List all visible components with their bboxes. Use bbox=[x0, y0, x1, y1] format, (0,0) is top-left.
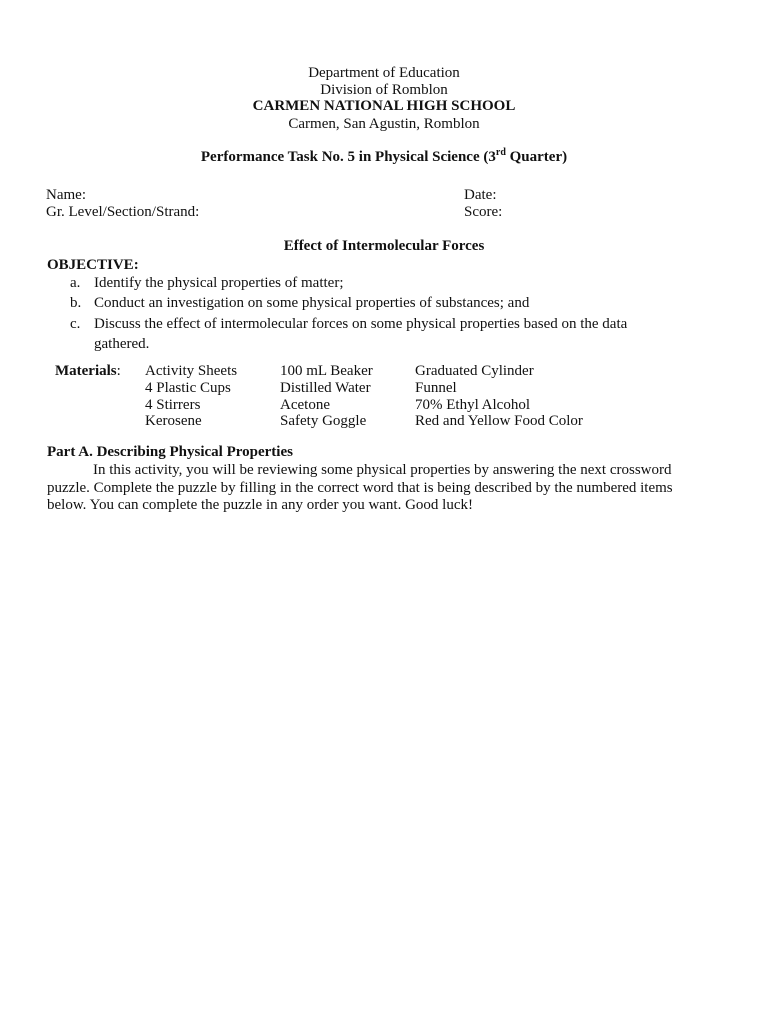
material-item: Acetone bbox=[280, 397, 330, 413]
objective-item-b: Conduct an investigation on some physical properties of substances; and bbox=[94, 295, 530, 311]
material-item: Funnel bbox=[415, 380, 457, 396]
task-title-sup: rd bbox=[495, 147, 506, 158]
objective-item-a: Identify the physical properties of matter; bbox=[94, 275, 344, 291]
material-item: 4 Plastic Cups bbox=[145, 380, 231, 396]
objective-marker-a: a. bbox=[70, 275, 81, 291]
objective-item-c-continued: gathered. bbox=[94, 336, 150, 352]
grade-section-strand-label: Gr. Level/Section/Strand: bbox=[46, 204, 200, 220]
department-line: Department of Education bbox=[308, 65, 460, 81]
materials-colon: : bbox=[116, 363, 121, 379]
material-item: Activity Sheets bbox=[145, 363, 238, 379]
material-item: Graduated Cylinder bbox=[415, 363, 534, 379]
activity-title: Effect of Intermolecular Forces bbox=[283, 238, 485, 254]
objective-marker-c: c. bbox=[70, 316, 81, 332]
objective-item-c: Discuss the effect of intermolecular forces on some physical properties based on the data bbox=[94, 316, 628, 332]
part-a-line-3: below. You can complete the puzzle in any order you want. Good luck! bbox=[47, 497, 473, 513]
part-a-line-2: puzzle. Complete the puzzle by filling in the correct word that is being described by the numbered items bbox=[47, 480, 673, 496]
name-field-label: Name: bbox=[46, 187, 86, 203]
material-item: Red and Yellow Food Color bbox=[415, 413, 583, 429]
material-item: 4 Stirrers bbox=[145, 397, 201, 413]
material-item: Safety Goggle bbox=[280, 413, 367, 429]
school-address: Carmen, San Agustin, Romblon bbox=[288, 116, 480, 132]
part-a-line-1: In this activity, you will be reviewing some physical properties by answering the next crossword bbox=[93, 462, 672, 478]
part-a-heading: Part A. Describing Physical Properties bbox=[47, 444, 293, 460]
task-title-prefix: Performance Task No. 5 in Physical Science (3 bbox=[200, 149, 496, 165]
material-item: Kerosene bbox=[145, 413, 202, 429]
task-title-suffix: Quarter) bbox=[505, 149, 568, 165]
objective-heading: OBJECTIVE: bbox=[47, 257, 139, 273]
school-name: CARMEN NATIONAL HIGH SCHOOL bbox=[252, 98, 516, 114]
materials-label-wrap bbox=[55, 363, 121, 380]
date-field-label: Date: bbox=[464, 187, 497, 203]
material-item: 70% Ethyl Alcohol bbox=[415, 397, 530, 413]
task-title bbox=[0, 149, 768, 166]
materials-label: Materials bbox=[55, 363, 117, 379]
division-line: Division of Romblon bbox=[320, 82, 448, 98]
objective-marker-b: b. bbox=[70, 295, 82, 311]
material-item: Distilled Water bbox=[280, 380, 371, 396]
material-item: 100 mL Beaker bbox=[280, 363, 373, 379]
score-field-label: Score: bbox=[464, 204, 503, 220]
